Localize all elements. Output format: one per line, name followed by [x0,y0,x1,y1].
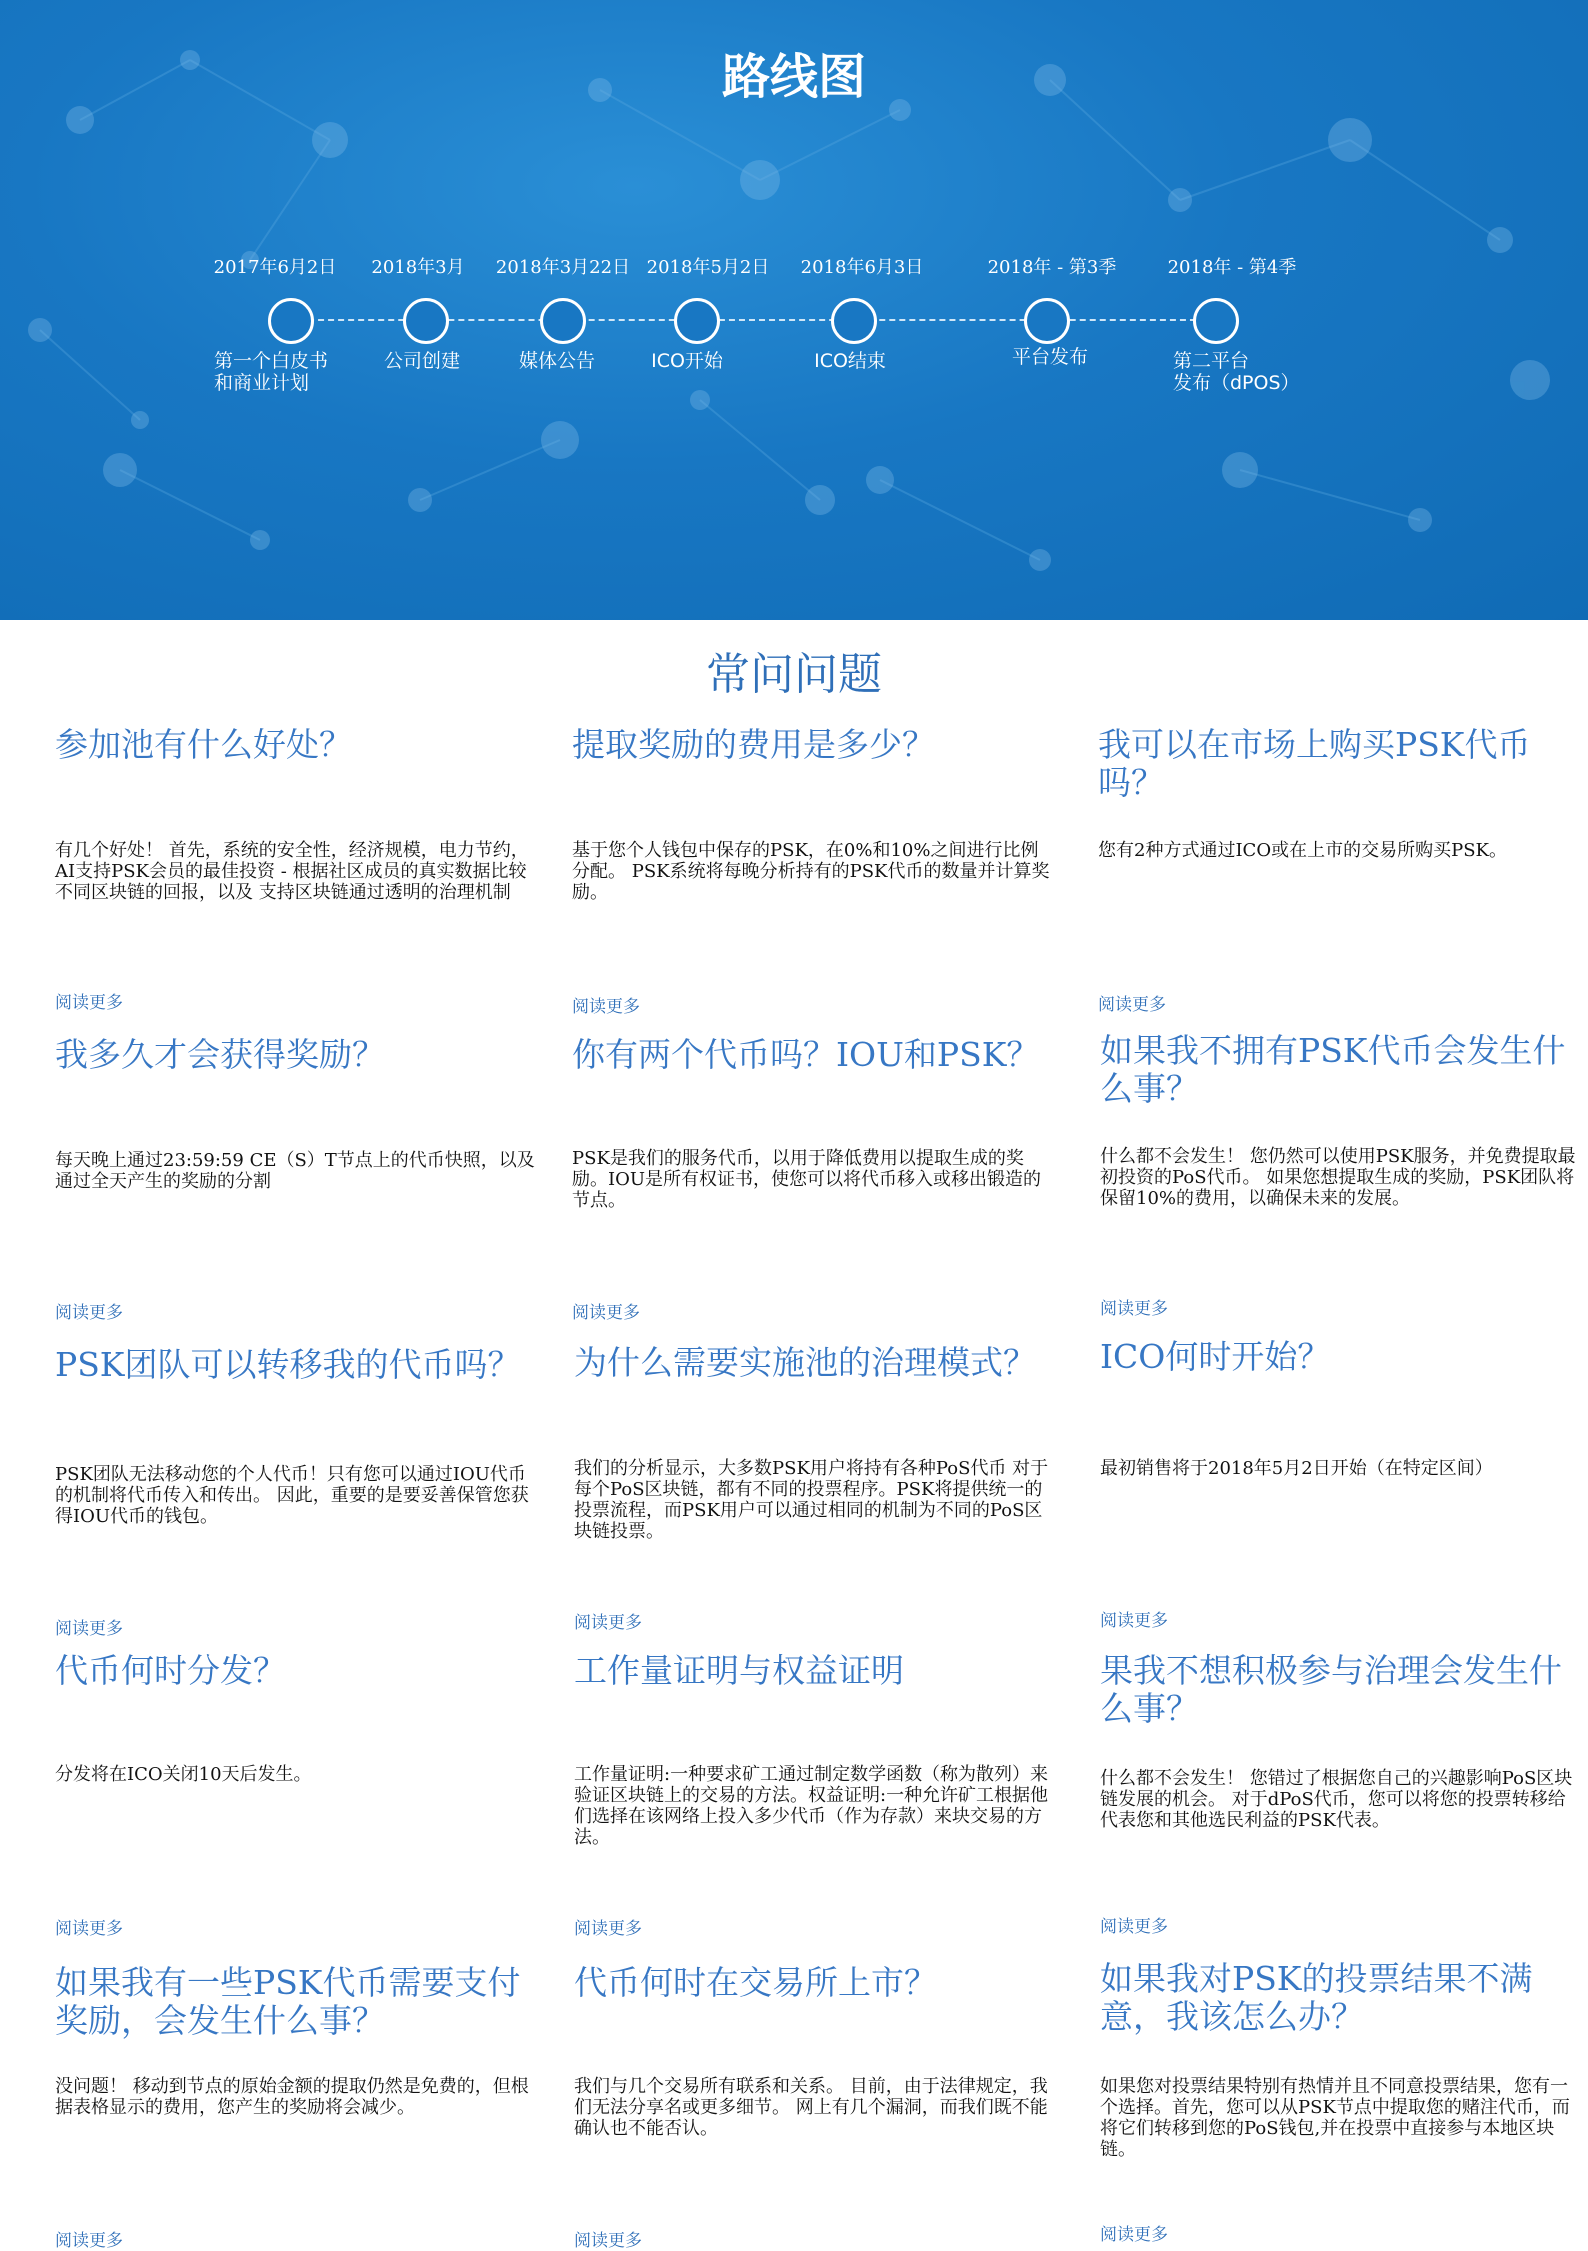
read-more-link[interactable]: 阅读更多 [1098,995,1166,1015]
faq-answer: 最初销售将于2018年5月2日开始（在特定区间） [1100,1458,1493,1479]
milestone-label: 媒体公告 [518,350,596,372]
faq-answer: PSK团队无法移动您的个人代币！只有您可以通过IOU代币的机制将代币传入和传出。 因此，重要的是要妥善保管您获得IOU代币的钱包。 [55,1464,529,1527]
faq-answer: PSK是我们的服务代币，以用于降低费用以提取生成的奖励。IOU是所有权证书，使您可以将代币移入或移出锻造的节点。 [572,1148,1042,1211]
faq-item [574,1343,1054,1633]
read-more-link[interactable]: 阅读更多 [55,1619,123,1639]
faq-question: 提取奖励的费用是多少？ [572,725,935,764]
roadmap-timeline [0,0,1588,620]
milestone-label: 第一个白皮书 和商业计划 [214,350,329,394]
roadmap-title: 路线图 [721,49,866,105]
read-more-link[interactable]: 阅读更多 [55,993,123,1013]
milestone-date: 2018年 - 第4季 [1167,257,1297,278]
faq-answer: 每天晚上通过23:59:59 CE（S）T节点上的代币快照，以及通过全天产生的奖励的分割 [55,1150,535,1192]
faq-item [1098,725,1578,1015]
faq-question: 参加池有什么好处？ [55,725,352,764]
milestone-date: 2018年6月3日 [800,257,924,278]
milestone-node [540,298,586,344]
faq-answer: 您有2种方式通过ICO或在上市的交易所购买PSK。 [1098,840,1507,861]
milestone-node [403,298,449,344]
faq-question: 代币何时分发？ [55,1651,286,1690]
faq-question: 如果我不拥有PSK代币会发生什么事？ [1100,1031,1566,1108]
milestone-label: 平台发布 [1011,346,1089,368]
faq-item [572,725,1052,1017]
read-more-link[interactable]: 阅读更多 [574,1919,642,1939]
faq-answer: 什么都不会发生！ 您错过了根据您自己的兴趣影响PoS区块链发展的机会。 对于dPoS代币，您可以将您的投票转移给代表您和其他选民利益的PSK代表。 [1100,1768,1573,1831]
faq-item [55,1035,535,1323]
read-more-link[interactable]: 阅读更多 [574,1613,642,1633]
faq-item [1100,1651,1580,1937]
milestone-label: 公司创建 [383,350,461,372]
read-more-link[interactable]: 阅读更多 [1100,1299,1168,1319]
faq-item [1100,1337,1580,1631]
faq-answer: 有几个好处！ 首先，系统的安全性，经济规模，电力节约，AI支持PSK会员的最佳投资 - 根据社区成员的真实数据比较不同区块链的回报，以及 支持区块链通过透明的治理机制 [55,840,529,903]
milestone-node [831,298,877,344]
milestone-date: 2018年3月22日 [495,257,631,278]
read-more-link[interactable]: 阅读更多 [574,2231,642,2251]
faq-item [1100,1031,1580,1319]
milestone-node [674,298,720,344]
read-more-link[interactable]: 阅读更多 [1100,1917,1168,1937]
milestone-node [268,298,314,344]
faq-question: 工作量证明与权益证明 [574,1651,904,1690]
faq-question: 为什么需要实施池的治理模式？ [574,1343,1036,1382]
roadmap-banner [0,0,1588,620]
faq-question: 如果我有一些PSK代币需要支付奖励，会发生什么事？ [55,1963,521,2040]
faq-item [574,1963,1054,2251]
milestone-date: 2018年5月2日 [646,257,770,278]
faq-question: 代币何时在交易所上市？ [574,1963,937,2002]
faq-item [1100,1959,1580,2245]
faq-question: 果我不想积极参与治理会发生什么事？ [1100,1651,1562,1728]
faq-item [574,1651,1054,1939]
faq-answer: 如果您对投票结果特别有热情并且不同意投票结果，您有一个选择。首先，您可以从PSK节点中提取您的赌注代币，而将它们转移到您的PoS钱包,并在投票中直接参与本地区块链。 [1100,2076,1570,2160]
faq-question: 我可以在市场上购买PSK代币吗？ [1098,725,1531,802]
faq-item [572,1035,1052,1323]
milestone-date: 2018年 - 第3季 [987,257,1117,278]
faq-item [55,1963,535,2251]
milestone-node [1024,298,1070,344]
faq-title: 常问问题 [706,649,882,700]
milestone-node [1193,298,1239,344]
read-more-link[interactable]: 阅读更多 [1100,1611,1168,1631]
read-more-link[interactable]: 阅读更多 [572,1303,640,1323]
read-more-link[interactable]: 阅读更多 [55,1919,123,1939]
milestone-date: 2017年6月2日 [213,257,337,278]
faq-question: ICO何时开始？ [1100,1337,1331,1376]
faq-question: 你有两个代币吗？IOU和PSK？ [572,1035,1040,1074]
milestone-date: 2018年3月 [371,257,465,278]
read-more-link[interactable]: 阅读更多 [1100,2225,1168,2245]
faq-question: PSK团队可以转移我的代币吗？ [55,1345,521,1384]
faq-item [55,725,535,1013]
read-more-link[interactable]: 阅读更多 [55,1303,123,1323]
faq-answer: 工作量证明:一种要求矿工通过制定数学函数（称为散列）来验证区块链上的交易的方法。权益证明:一种允许矿工根据他们选择在该网络上投入多少代币（作为存款）来块交易的方法。 [574,1764,1049,1848]
faq-answer: 我们的分析显示，大多数PSK用户将持有各种PoS代币 对于每个PoS区块链，都有不同的投票程序。PSK将提供统一的投票流程，而PSK用户可以通过相同的机制为不同的PoS区块链投票。 [574,1458,1049,1542]
milestone-label: ICO结束 [814,350,886,372]
faq-answer: 基于您个人钱包中保存的PSK，在0%和10%之间进行比例分配。 PSK系统将每晚分析持有的PSK代币的数量并计算奖励。 [572,840,1050,903]
faq-answer: 我们与几个交易所有联系和关系。 目前，由于法律规定，我们无法分享名或更多细节。 网上有几个漏洞，而我们既不能确认也不能否认。 [574,2076,1048,2139]
faq-question: 如果我对PSK的投票结果不满意，我该怎么办？ [1100,1959,1533,2036]
faq-answer: 什么都不会发生！ 您仍然可以使用PSK服务，并免费提取最初投资的PoS代币。 如果您想提取生成的奖励，PSK团队将保留10%的费用，以确保未来的发展。 [1100,1146,1576,1209]
milestone-label: ICO开始 [651,350,723,372]
milestone-label: 第二平台 发布（dPOS） [1173,350,1300,394]
faq-item [55,1345,535,1639]
faq-answer: 没问题！ 移动到节点的原始金额的提取仍然是免费的，但根据表格显示的费用，您产生的奖励将会减少。 [55,2076,529,2118]
faq-question: 我多久才会获得奖励？ [55,1035,385,1074]
read-more-link[interactable]: 阅读更多 [572,997,640,1017]
faq-answer: 分发将在ICO关闭10天后发生。 [55,1764,312,1785]
faq-item [55,1651,535,1939]
read-more-link[interactable]: 阅读更多 [55,2231,123,2251]
